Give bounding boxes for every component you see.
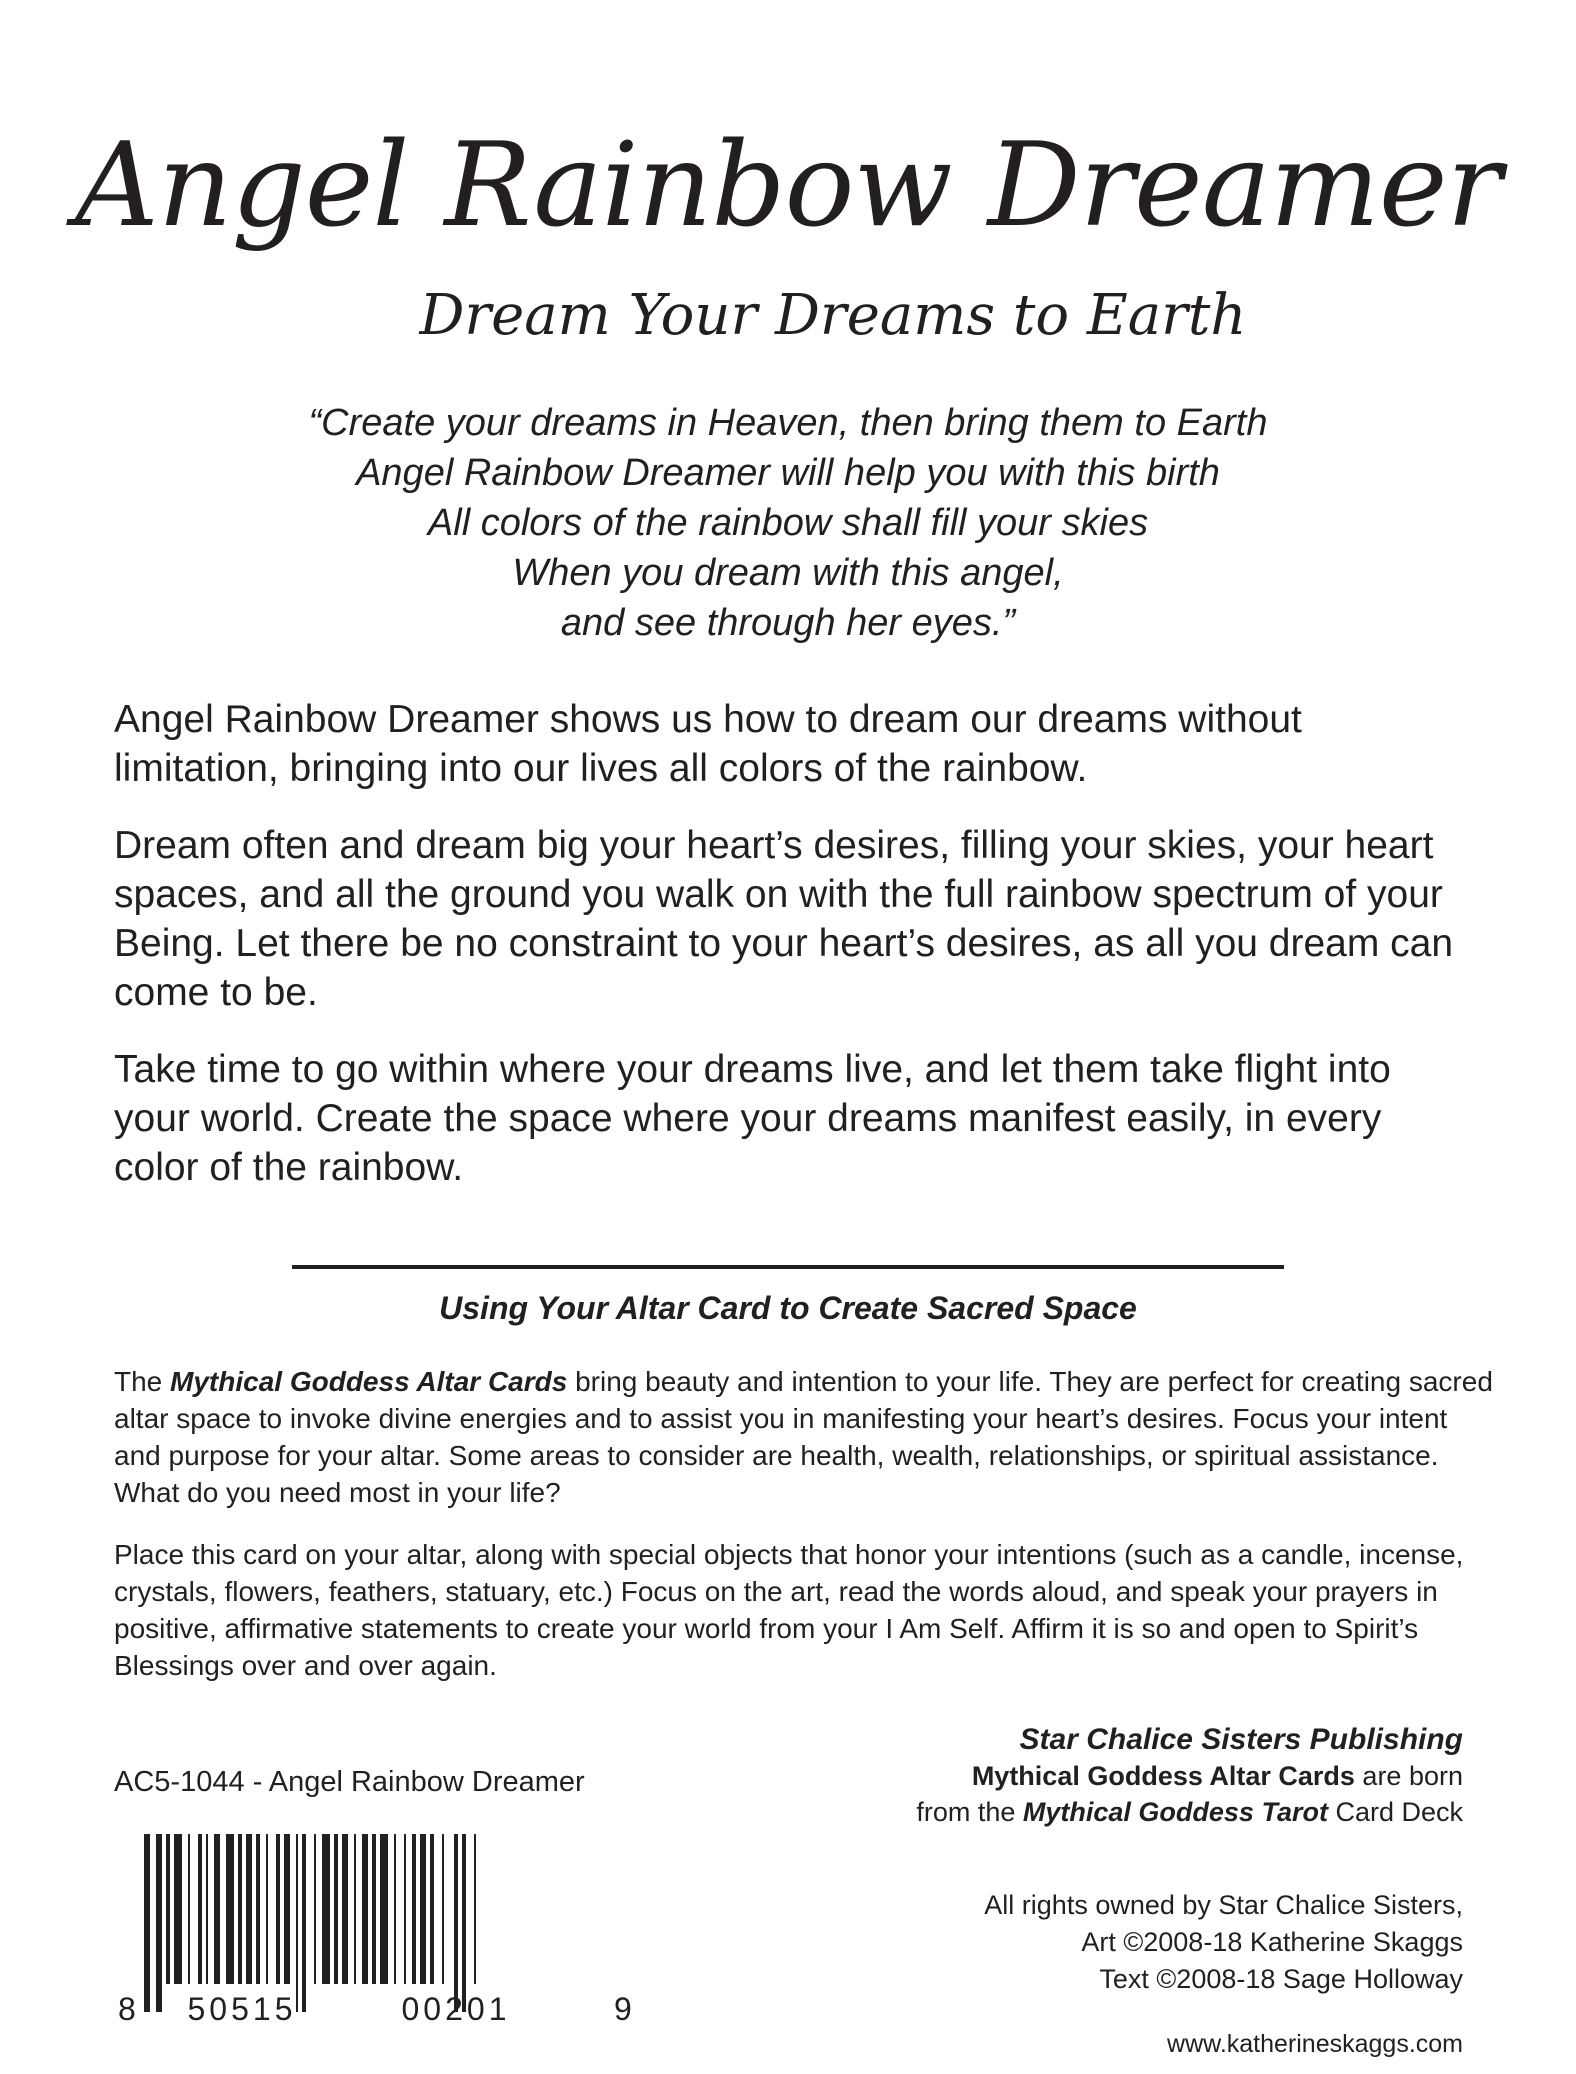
copyright-line: All rights owned by Star Chalice Sisters, — [984, 1890, 1463, 1920]
barcode-bar — [394, 1834, 396, 1984]
publisher-line — [916, 1758, 1463, 1794]
poem-line: When you dream with this angel, — [512, 552, 1064, 594]
poem-line: All colors of the rainbow shall fill your skies — [427, 502, 1149, 544]
description-paragraph: Dream often and dream big your heart’s desires, filling your skies, your heart spaces, and all the ground you walk on with the full rainbow spectrum of your Being. Let there be no constraint to your heart’s desires, as all you dream can come to be. — [114, 824, 1454, 1014]
barcode-bar — [266, 1834, 268, 1984]
barcode-digit: 00201 — [401, 1991, 511, 2024]
copyright-line: Text ©2008-18 Sage Holloway — [1099, 1964, 1463, 1994]
barcode-bar — [404, 1834, 406, 1984]
barcode-digit: 9 — [614, 1991, 632, 2024]
barcode-bar — [442, 1834, 444, 1984]
divider — [292, 1265, 1284, 1269]
barcode-bar — [362, 1834, 368, 1984]
description-paragraph: Angel Rainbow Dreamer shows us how to dream our dreams without limitation, bringing into our lives all colors of the rainbow. — [114, 698, 1302, 790]
barcode-bar — [462, 1834, 466, 2012]
emphasis: Mythical Goddess Altar Cards — [170, 1366, 568, 1397]
barcode-digit: 8 — [118, 1991, 136, 2024]
barcode-bar — [302, 1834, 306, 2012]
poem — [0, 398, 1576, 648]
barcode-bar — [144, 1834, 150, 2012]
barcode-bar — [246, 1834, 252, 1984]
barcode-bar — [420, 1834, 426, 1984]
barcode-bar — [454, 1834, 458, 2012]
publisher-info — [916, 1722, 1463, 1830]
barcode — [114, 1834, 644, 2024]
card-title: Angel Rainbow Dreamer — [75, 118, 1501, 253]
barcode-bar — [412, 1834, 416, 1984]
barcode-bar — [206, 1834, 208, 1984]
description-paragraph: Take time to go within where your dreams live, and let them take flight into your world. Create the space where your dreams manifest easily, in every color of the rainbow. — [114, 1048, 1391, 1189]
instructions-paragraph: Place this card on your altar, along with special objects that honor your intentions (such as a candle, incense, crystals, flowers, feathers, statuary, etc.) Focus on the art, read the words aloud, and speak your prayers in positive, affirmative statements to create your world from your I Am Self. Affirm it is so and open to Spirit’s Blessings over and over again. — [114, 1539, 1464, 1681]
poem-line: Angel Rainbow Dreamer will help you with this birth — [356, 452, 1220, 494]
barcode-bar — [322, 1834, 330, 1984]
description — [114, 695, 1474, 1220]
barcode-bar — [238, 1834, 242, 1984]
barcode-bar — [314, 1834, 316, 1984]
barcode-bar — [296, 1834, 298, 2012]
instructions-paragraph — [114, 1363, 1494, 1511]
barcode-bar — [166, 1834, 170, 1984]
barcode-bar — [174, 1834, 182, 1984]
poem-line: “Create your dreams in Heaven, then bring them to Earth — [308, 402, 1268, 444]
emphasis: Mythical Goddess Altar Cards — [971, 1761, 1355, 1791]
instructions — [114, 1363, 1494, 1709]
text: bring beauty and intention to your life. They are perfect for creating sacred altar space to invoke divine energies and to assist you in manifesting your heart’s desires. Focus your intent and purpose for your altar. Some areas to consider are health, wealth, relationships, or spiritual assistance. What do you need most in your life? — [114, 1366, 1493, 1508]
publisher-line — [916, 1794, 1463, 1830]
barcode-bars — [144, 1834, 476, 2012]
text: Card Deck — [1327, 1797, 1463, 1827]
barcode-bar — [198, 1834, 202, 1984]
barcode-bar — [256, 1834, 260, 1984]
copyright — [984, 1887, 1463, 1998]
poem-line: and see through her eyes.” — [560, 602, 1016, 644]
barcode-bar — [284, 1834, 290, 1984]
card-subtitle: Dream Your Dreams to Earth — [419, 283, 1247, 348]
barcode-bar — [334, 1834, 338, 1984]
publisher-name: Star Chalice Sisters Publishing — [1019, 1723, 1463, 1756]
barcode-bar — [214, 1834, 220, 1984]
website-link[interactable]: www.katherineskaggs.com — [1167, 2030, 1463, 2058]
barcode-bar — [430, 1834, 434, 1984]
text: are born — [1354, 1761, 1463, 1791]
barcode-bar — [342, 1834, 348, 1984]
copyright-line: Art ©2008-18 Katherine Skaggs — [1081, 1927, 1463, 1957]
text: The — [114, 1366, 171, 1397]
barcode-bar — [226, 1834, 234, 1984]
section-heading: Using Your Altar Card to Create Sacred Space — [439, 1290, 1137, 1326]
barcode-bar — [156, 1834, 162, 2012]
text: from the — [916, 1797, 1023, 1827]
barcode-digit: 50515 — [187, 1991, 297, 2024]
barcode-bar — [188, 1834, 190, 1984]
product-code: AC5-1044 - Angel Rainbow Dreamer — [114, 1766, 585, 1798]
barcode-bar — [276, 1834, 280, 1984]
emphasis: Mythical Goddess Tarot — [1022, 1797, 1328, 1827]
barcode-bar — [354, 1834, 356, 1984]
barcode-bar — [372, 1834, 376, 1984]
barcode-bar — [380, 1834, 388, 1984]
barcode-bar — [474, 1834, 476, 1984]
